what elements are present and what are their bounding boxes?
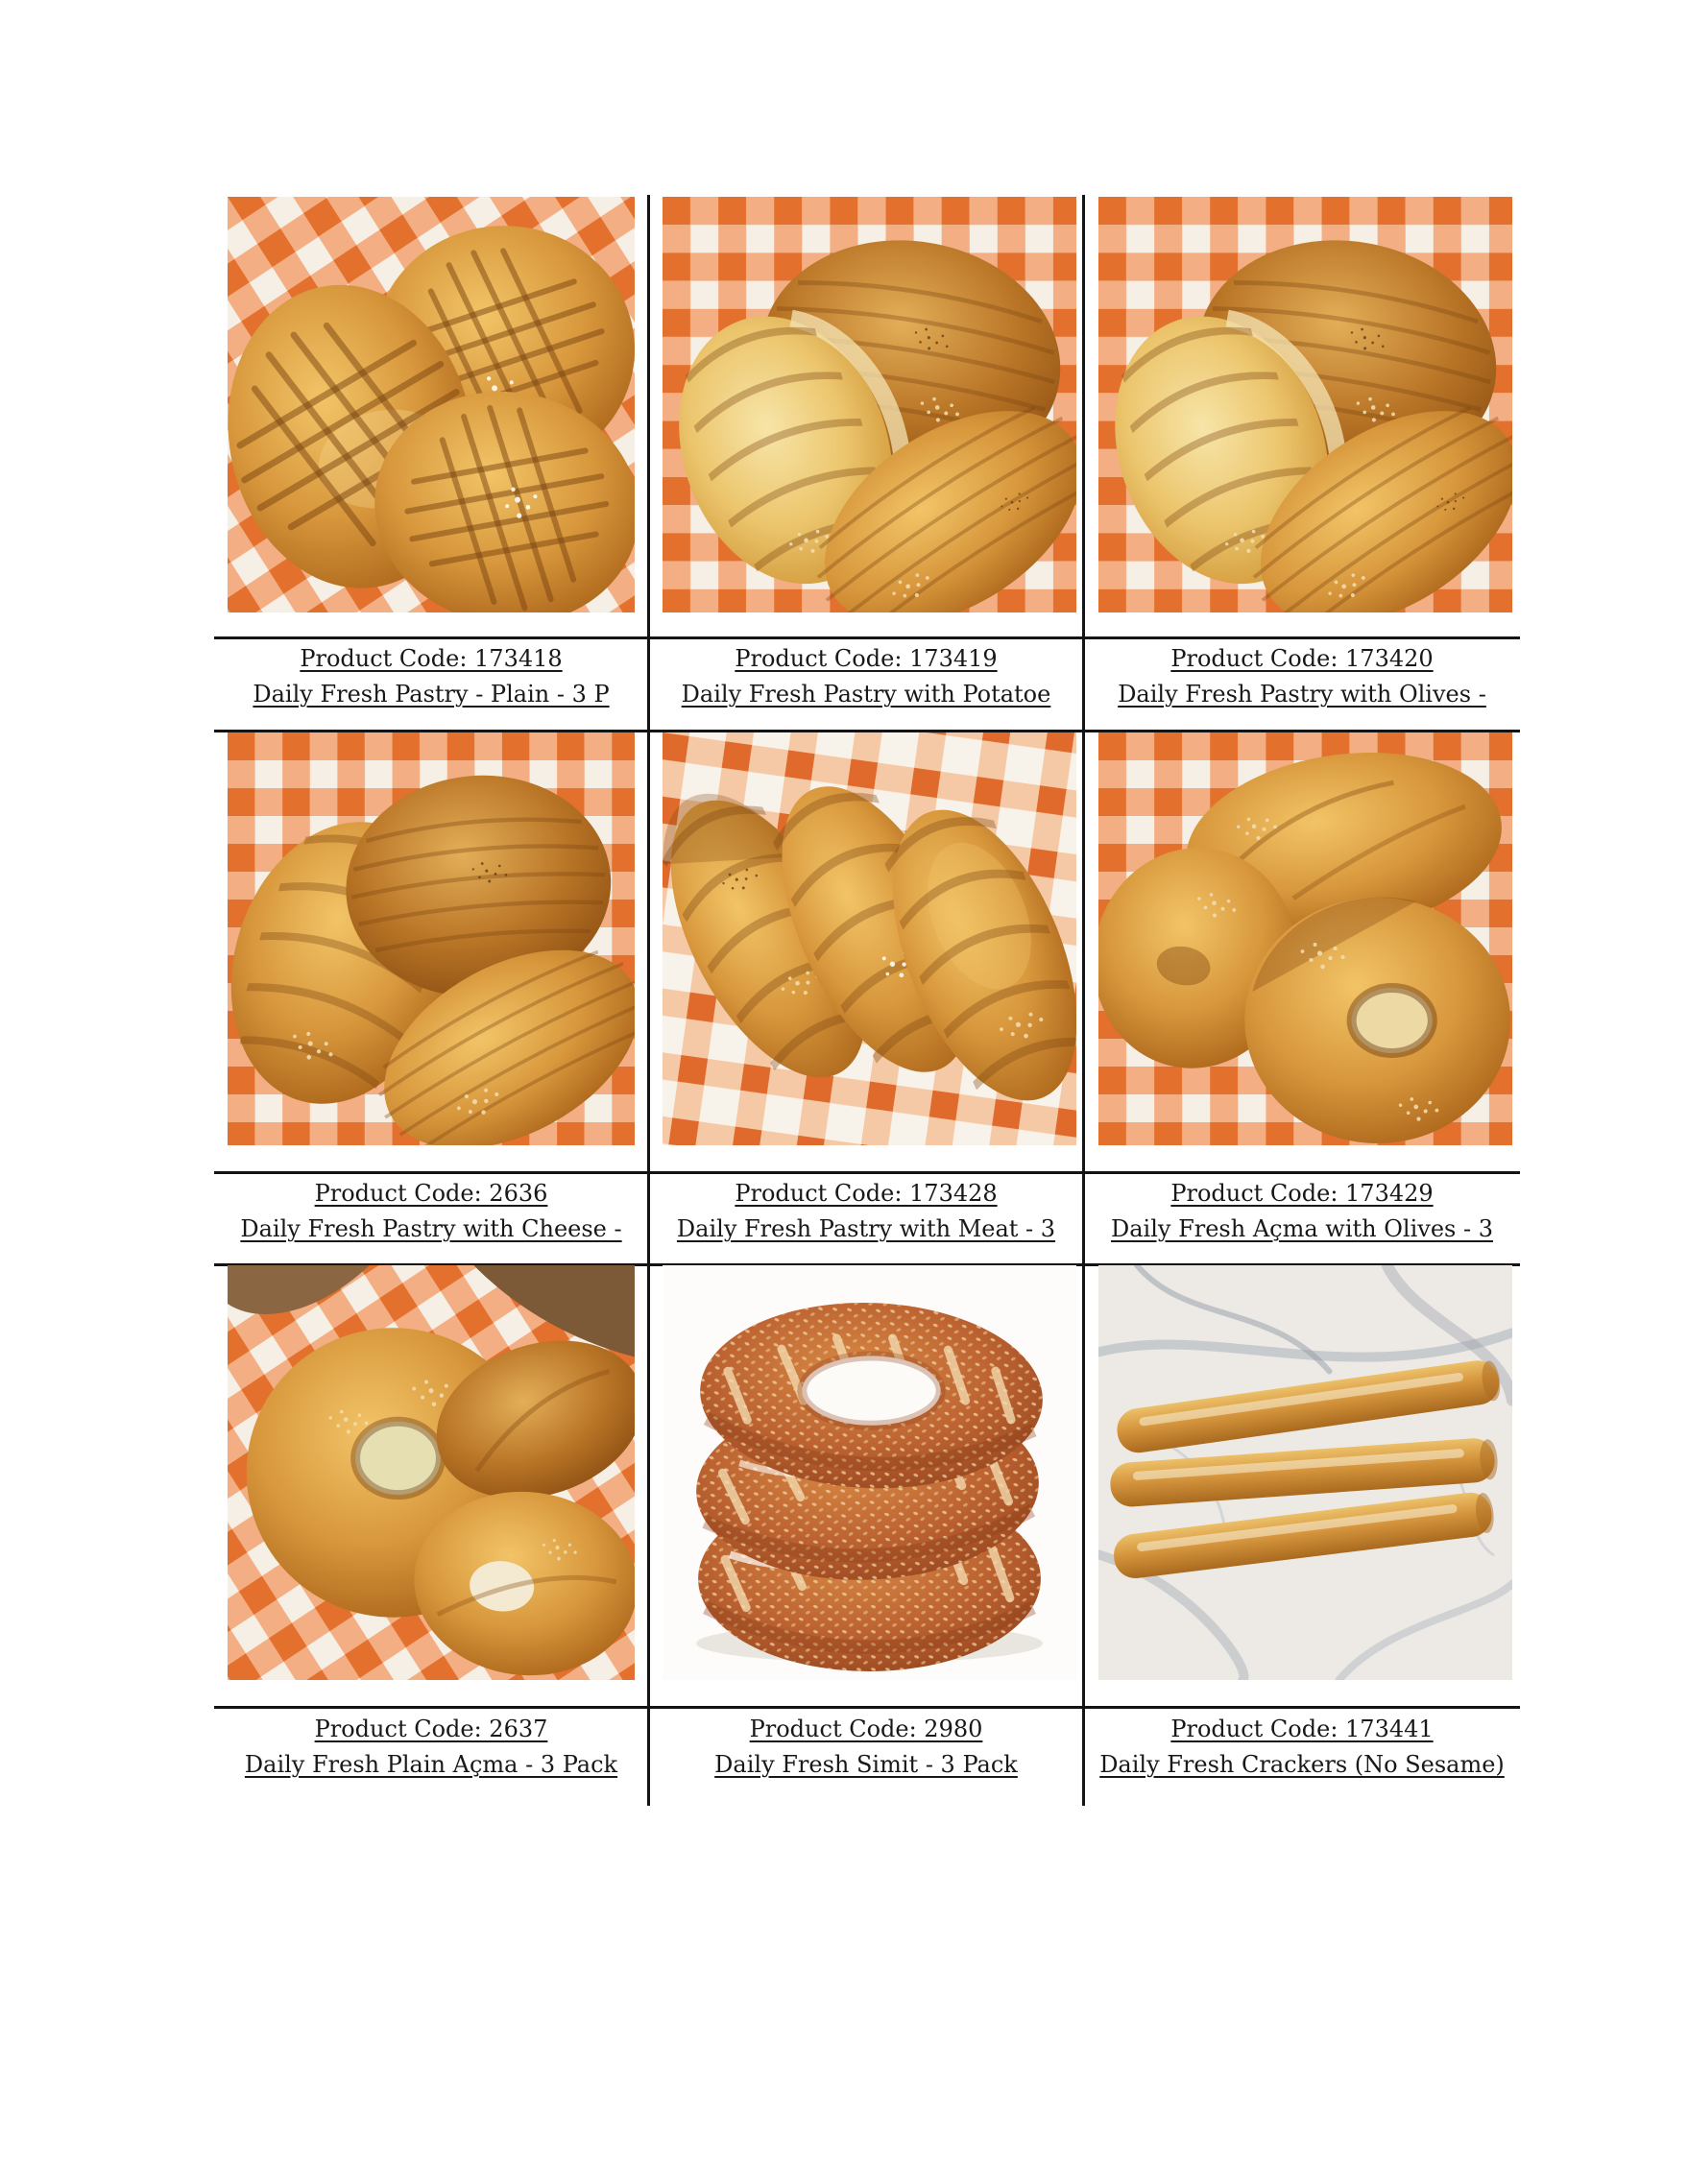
product-photo-173418 — [228, 197, 635, 612]
product-name-link[interactable]: Daily Fresh Pastry - Plain - 3 P — [253, 681, 610, 708]
product-photo-173441 — [1098, 1265, 1512, 1680]
product-caption — [1086, 1174, 1518, 1247]
product-caption — [651, 1710, 1081, 1783]
product-code-link[interactable]: Product Code: 173429 — [1170, 1180, 1434, 1207]
product-caption — [1086, 639, 1518, 712]
product-caption — [216, 639, 646, 712]
product-caption — [651, 639, 1081, 712]
product-name-link[interactable]: Daily Fresh Pastry with Olives - — [1118, 681, 1486, 708]
product-name-link[interactable]: Daily Fresh Simit - 3 Pack — [714, 1751, 1018, 1778]
product-photo-173429 — [1098, 732, 1512, 1145]
product-code-link[interactable]: Product Code: 2980 — [749, 1716, 983, 1742]
product-caption — [1086, 1710, 1518, 1783]
product-photo-173419 — [663, 197, 1076, 612]
row-divider — [214, 1706, 1520, 1709]
product-name-link[interactable]: Daily Fresh Açma with Olives - 3 — [1111, 1215, 1493, 1242]
product-name-link[interactable]: Daily Fresh Pastry with Potatoe — [681, 681, 1051, 708]
product-photo-2636 — [228, 732, 635, 1145]
column-divider — [1082, 195, 1085, 1806]
product-name-link[interactable]: Daily Fresh Pastry with Meat - 3 — [676, 1215, 1056, 1242]
product-name-link[interactable]: Daily Fresh Plain Açma - 3 Pack — [244, 1751, 618, 1778]
product-table — [214, 195, 1520, 1806]
product-caption — [216, 1710, 646, 1783]
product-code-link[interactable]: Product Code: 173419 — [735, 645, 998, 672]
product-photo-173420 — [1098, 197, 1512, 612]
product-code-link[interactable]: Product Code: 173441 — [1170, 1716, 1434, 1742]
product-code-link[interactable]: Product Code: 2636 — [314, 1180, 548, 1207]
product-code-link[interactable]: Product Code: 2637 — [314, 1716, 548, 1742]
column-divider — [647, 195, 650, 1806]
product-name-link[interactable]: Daily Fresh Pastry with Cheese - — [240, 1215, 622, 1242]
product-code-link[interactable]: Product Code: 173420 — [1170, 645, 1434, 672]
product-photo-2980 — [663, 1265, 1076, 1680]
product-photo-173428 — [663, 732, 1076, 1145]
product-code-link[interactable]: Product Code: 173418 — [300, 645, 563, 672]
product-code-link[interactable]: Product Code: 173428 — [735, 1180, 998, 1207]
product-caption — [651, 1174, 1081, 1247]
product-caption — [216, 1174, 646, 1247]
product-name-link[interactable]: Daily Fresh Crackers (No Sesame) — [1099, 1751, 1505, 1778]
product-photo-2637 — [228, 1265, 635, 1680]
